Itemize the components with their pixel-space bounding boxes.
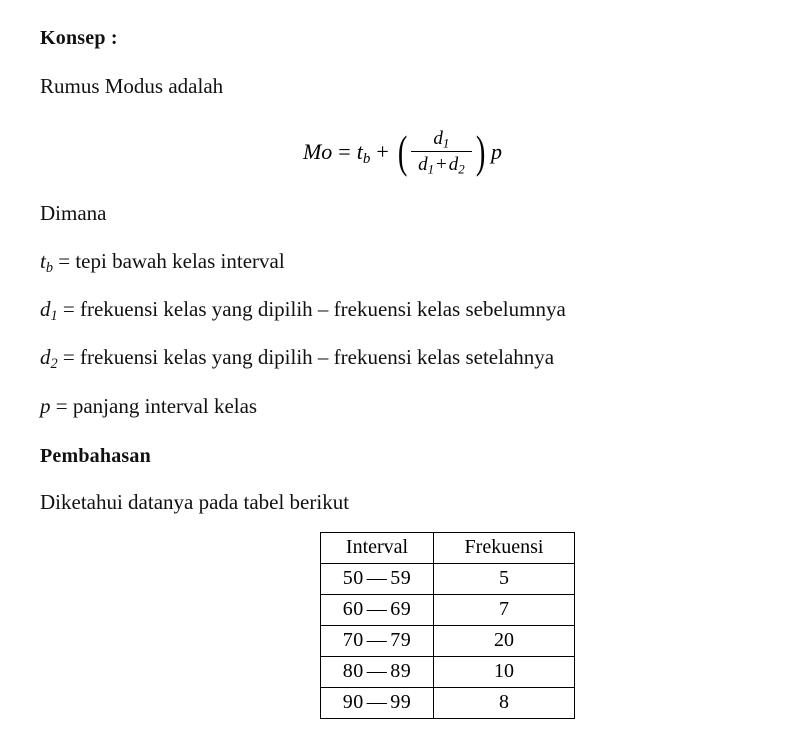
definition-symbol: $d_1$	[40, 297, 58, 324]
heading-konsep: Konsep :	[40, 27, 118, 49]
column-header-frekuensi: Frekuensi	[434, 533, 575, 564]
formula-plus: +	[376, 139, 389, 164]
definition-equals: =	[62, 297, 75, 321]
cell-interval: 90 — 99	[321, 688, 434, 719]
definition-symbol: p	[40, 394, 51, 418]
cell-frekuensi: 20	[434, 626, 575, 657]
cell-frekuensi: 8	[434, 688, 575, 719]
dimana-label: Dimana	[40, 201, 107, 225]
table-row	[321, 657, 575, 688]
table-row	[321, 688, 575, 719]
right-paren: )	[475, 125, 486, 177]
definition-text: frekuensi kelas yang dipilih – frekuensi kelas setelahnya	[79, 345, 555, 369]
cell-frekuensi: 5	[434, 564, 575, 595]
formula-equals: =	[338, 139, 351, 164]
diketahui-text: Diketahui datanya pada tabel berikut	[40, 490, 350, 514]
fraction-numerator: $d_1$	[433, 128, 450, 151]
modus-formula	[0, 125, 805, 177]
cell-interval: 70 — 79	[321, 626, 434, 657]
intro-text: Rumus Modus adalah	[40, 74, 224, 98]
definition-tb	[40, 249, 285, 276]
cell-interval: 50 — 59	[321, 564, 434, 595]
table-row	[321, 626, 575, 657]
table-body	[321, 564, 575, 719]
table-header-row	[321, 533, 575, 564]
definition-p	[40, 396, 257, 417]
formula-multiplier: p	[491, 139, 503, 164]
definition-equals: =	[62, 345, 75, 369]
definition-symbol: $t_b$	[40, 249, 53, 276]
column-header-interval: Interval	[321, 533, 434, 564]
definition-text: panjang interval kelas	[72, 394, 258, 418]
definition-equals: =	[58, 249, 71, 273]
formula-tb: $t_b$	[356, 139, 371, 168]
left-paren: (	[397, 125, 408, 177]
formula-fraction	[411, 128, 472, 176]
cell-frekuensi: 10	[434, 657, 575, 688]
definition-text: tepi bawah kelas interval	[75, 249, 285, 273]
definition-symbol: $d_2$	[40, 345, 58, 372]
frequency-table	[320, 532, 575, 719]
cell-interval: 80 — 89	[321, 657, 434, 688]
formula-expression	[302, 125, 503, 177]
fraction-denominator: $d_1 + d_2$	[411, 151, 472, 176]
heading-pembahasan: Pembahasan	[40, 445, 151, 467]
cell-interval: 60 — 69	[321, 595, 434, 626]
table-row	[321, 595, 575, 626]
formula-lhs: Mo	[302, 139, 333, 164]
cell-frekuensi: 7	[434, 595, 575, 626]
definition-equals: =	[55, 394, 68, 418]
definition-d1	[40, 297, 566, 324]
definition-text: frekuensi kelas yang dipilih – frekuensi kelas sebelumnya	[79, 297, 566, 321]
table-row	[321, 564, 575, 595]
definition-d2	[40, 345, 555, 372]
